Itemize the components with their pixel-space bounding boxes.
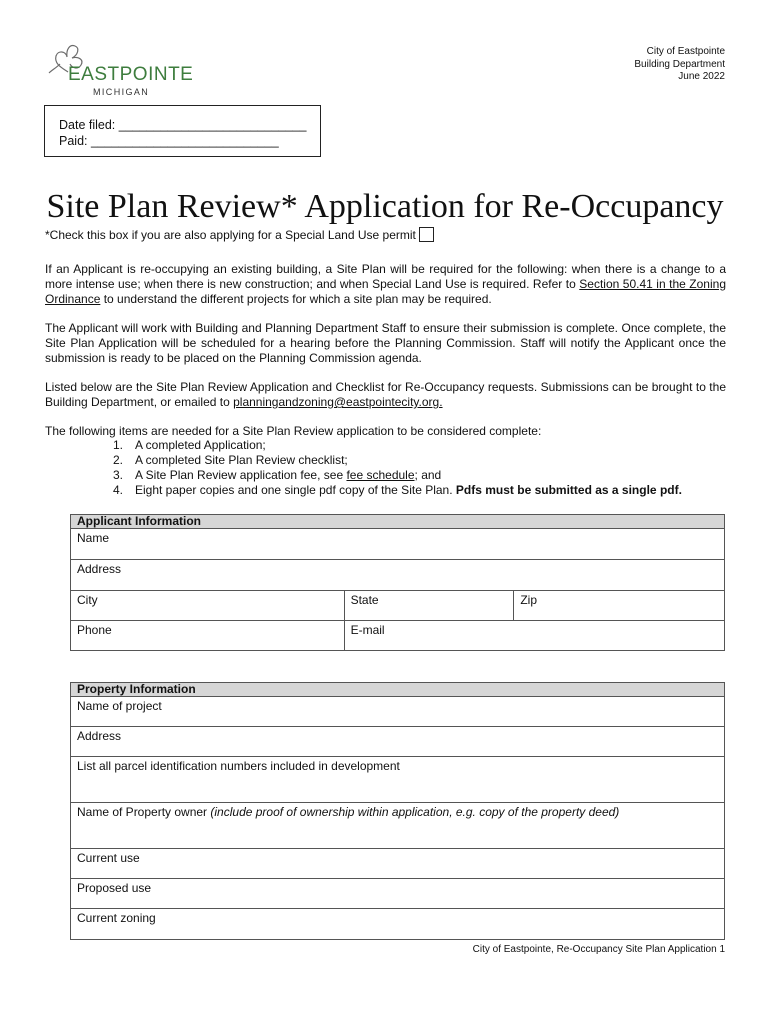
city-name: City of Eastpointe [646, 46, 725, 57]
list-item [113, 483, 682, 498]
current-use-field[interactable]: Current use [71, 849, 725, 879]
phone-field[interactable]: Phone [71, 621, 345, 651]
paid-field[interactable]: Paid: ___________________________ [59, 134, 279, 148]
list-text: A Site Plan Review application fee, see [135, 468, 347, 482]
intro-text: If an Applicant is re-occupying an existing building, a Site Plan will be required for the following: when there is a change to a more intense use; when there is new construction; and when Special Land Use is required. Refer to [45, 262, 726, 291]
list-text: A completed Site Plan Review checklist; [135, 453, 348, 467]
property-info-table [70, 682, 725, 940]
date-filed-field[interactable]: Date filed: ___________________________ [59, 118, 307, 132]
list-number: 2. [113, 453, 124, 467]
list-number: 1. [113, 438, 124, 452]
property-owner-note: (include proof of ownership within application, e.g. copy of the property deed) [210, 805, 620, 819]
project-name-field[interactable]: Name of project [71, 697, 725, 727]
email-field[interactable]: E-mail [344, 621, 724, 651]
list-item [113, 468, 682, 483]
proposed-use-field[interactable]: Proposed use [71, 879, 725, 909]
process-paragraph: The Applicant will work with Building and Planning Department Staff to ensure their submission is complete. Once complete, the Site Plan Application will be scheduled for a hearing before the Planning Commission. Staff will notify the Applicant once the submission is ready to be placed on the Planning Commission agenda. [45, 321, 726, 365]
submission-paragraph [45, 380, 726, 410]
list-number: 4. [113, 483, 124, 497]
department-name: Building Department [634, 58, 725, 70]
applicant-info-header: Applicant Information [71, 515, 725, 529]
page-title: Site Plan Review* Application for Re-Occupancy [46, 188, 724, 225]
parcel-numbers-field[interactable]: List all parcel identification numbers included in development [71, 757, 725, 803]
applicant-info-table [70, 514, 725, 651]
special-land-use-label: *Check this box if you are also applying for a Special Land Use permit [45, 228, 416, 242]
department-header [634, 46, 725, 84]
intro-paragraph [45, 262, 726, 307]
eastpointe-logo [46, 40, 194, 102]
applicant-address-field[interactable]: Address [71, 560, 725, 591]
current-zoning-field[interactable]: Current zoning [71, 909, 725, 940]
list-text: A completed Application; [135, 438, 266, 452]
requirements-intro: The following items are needed for a Site Plan Review application to be considered complete: [45, 424, 542, 438]
city-field[interactable]: City [71, 591, 345, 621]
list-item [113, 438, 682, 453]
applicant-name-field[interactable]: Name [71, 529, 725, 560]
revision-date: June 2022 [678, 71, 725, 82]
requirements-list [113, 438, 682, 498]
intro-text-end: to understand the different projects for which a site plan may be required. [100, 292, 492, 306]
zip-field[interactable]: Zip [514, 591, 725, 621]
property-owner-field[interactable] [71, 803, 725, 849]
zoning-ordinance-link[interactable]: Section 50.41 in the Zoning Ordinance [45, 277, 726, 306]
state-field[interactable]: State [344, 591, 514, 621]
email-link[interactable]: planningandzoning@eastpointecity.org. [233, 395, 443, 409]
list-text: Eight paper copies and one single pdf copy of the Site Plan. [135, 483, 456, 497]
list-text-end: ; and [414, 468, 442, 482]
fee-schedule-link[interactable]: fee schedule [346, 468, 415, 482]
pdf-requirement: Pdfs must be submitted as a single pdf. [455, 483, 682, 497]
property-address-field[interactable]: Address [71, 727, 725, 757]
office-use-box [44, 105, 321, 157]
list-number: 3. [113, 468, 124, 482]
list-item [113, 453, 682, 468]
logo-state: MICHIGAN [93, 87, 150, 97]
page-footer: City of Eastpointe, Re-Occupancy Site Plan Application 1 [472, 944, 725, 955]
property-owner-label: Name of Property owner [77, 805, 211, 819]
special-land-use-note [45, 227, 434, 242]
submission-text: Listed below are the Site Plan Review Application and Checklist for Re-Occupancy requests. Submissions can be brought to the Building Department, or emailed to [45, 380, 726, 409]
property-info-header: Property Information [71, 683, 725, 697]
logo-wordmark: EASTPOINTE [68, 64, 194, 85]
special-land-use-checkbox[interactable] [419, 227, 434, 242]
